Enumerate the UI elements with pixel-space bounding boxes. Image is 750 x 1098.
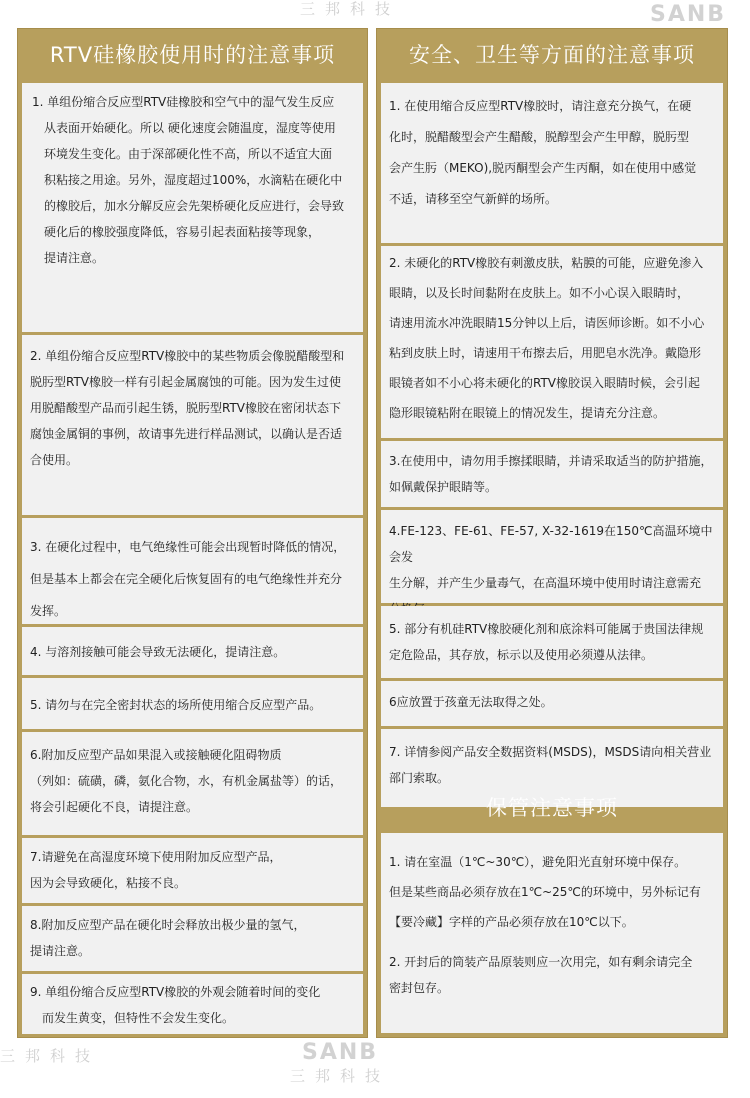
- note-line: 部门索取。: [389, 771, 450, 785]
- note-line: （列如：硫磺，磷，氨化合物，水，有机金属盐等）的话，: [30, 774, 343, 788]
- note-line: 发挥。: [30, 604, 67, 618]
- usage-note-3: [22, 518, 363, 624]
- safety-note-1: [381, 83, 723, 243]
- note-line: 6应放置于孩童无法取得之处。: [389, 695, 553, 709]
- safety-notes-panel: [376, 28, 728, 1038]
- note-line: 【要冷藏】字样的产品必须存放在10℃以下。: [389, 915, 634, 929]
- note-line: 1. 单组份缩合反应型RTV硅橡胶和空气中的湿气发生反应: [32, 95, 335, 109]
- note-line: 5. 请勿与在完全密封状态的场所使用缩合反应型产品。: [30, 698, 322, 712]
- storage-notes-header: [377, 783, 727, 833]
- note-line: 7. 详情参阅产品安全数据资料(MSDS)，MSDS请向相关营业: [389, 745, 712, 759]
- watermark-logo-text: SANB: [650, 2, 727, 27]
- safety-note-3: [381, 441, 723, 507]
- safety-notes-title: 安全、卫生等方面的注意事项: [409, 43, 695, 67]
- note-line: 的橡胶后，加水分解反应会先架桥硬化反应进行，会导致: [44, 199, 345, 213]
- note-line: 6.附加反应型产品如果混入或接触硬化阻碍物质: [30, 748, 282, 762]
- note-line: 不适，请移至空气新鲜的场所。: [389, 192, 558, 206]
- note-line: 眼镜者如不小心将未硬化的RTV橡胶误入眼睛时候，会引起: [389, 376, 701, 390]
- note-line: 隐形眼镜粘附在眼镜上的情况发生，提请充分注意。: [389, 406, 666, 420]
- watermark-logo-text: SANB: [301, 1040, 379, 1065]
- note-line: 脱肟型RTV橡胶一样有引起金属腐蚀的可能。因为发生过使: [30, 375, 342, 389]
- watermark-logo: [650, 2, 726, 27]
- note-line: 5. 部分有机硅RTV橡胶硬化剂和底涂料可能属于贵国法律规: [389, 622, 704, 636]
- watermark: [300, 0, 400, 19]
- note-line: 提请注意。: [30, 944, 91, 958]
- usage-note-9: [22, 974, 363, 1034]
- note-line: 硬化后的橡胶强度降低，容易引起表面粘接等现象，: [44, 225, 321, 239]
- note-line: 因为会导致硬化，粘接不良。: [30, 876, 187, 890]
- note-line: 眼睛，以及长时间黏附在皮肤上。如不小心误入眼睛时，: [389, 286, 690, 300]
- note-line: 如佩戴保护眼睛等。: [389, 480, 498, 494]
- watermark-text: 三邦科技: [290, 1067, 391, 1085]
- note-line: 7.请避免在高湿度环境下使用附加反应型产品，: [30, 850, 282, 864]
- usage-note-5: [22, 678, 363, 729]
- note-line: 用脱醋酸型产品而引起生锈，脱肟型RTV橡胶在密闭状态下: [30, 401, 342, 415]
- note-line: 腐蚀金属铜的事例，故请事先进行样品测试，以确认是否适: [30, 427, 343, 441]
- note-line: 化时，脱醋酸型会产生醋酸，脱醇型会产生甲醇，脱肟型: [389, 130, 690, 144]
- note-line: 粘到皮肤上时，请速用干布擦去后，用肥皂水洗净。戴隐形: [389, 346, 702, 360]
- note-line: 4.FE-123、FE-61、FE-57, X-32-1619在150℃高温环境中会发: [389, 524, 713, 564]
- note-line: 2. 未硬化的RTV橡胶有刺激皮肤，粘膜的可能，应避免渗入: [389, 256, 704, 270]
- note-line: 将会引起硬化不良，请提注意。: [30, 800, 199, 814]
- usage-note-6: [22, 732, 363, 835]
- usage-notes-panel: [17, 28, 368, 1038]
- note-line: 8.附加反应型产品在硬化时会释放出极少量的氢气，: [30, 918, 306, 932]
- note-line: 而发生黄变，但特性不会发生变化。: [42, 1011, 235, 1025]
- note-line: 合使用。: [30, 453, 79, 467]
- note-line: 但是某些商品必须存放在1℃~25℃的环境中，另外标记有: [389, 885, 701, 899]
- safety-note-5: [381, 606, 723, 678]
- note-line: 4. 与溶剂接触可能会导致无法硬化，提请注意。: [30, 645, 286, 659]
- usage-note-4: [22, 627, 363, 675]
- safety-note-6: [381, 681, 723, 726]
- note-line: 1. 在使用缩合反应型RTV橡胶时，请注意充分换气，在硬: [389, 99, 692, 113]
- note-line: 生分解，并产生少量毒气，在高温环境中使用时请注意需充: [389, 576, 702, 590]
- note-line: 1. 请在室温（1℃~30℃），避免阳光直射环境中保存。: [389, 855, 687, 869]
- note-line: 积粘接之用途。另外，湿度超过100%，水滴粘在硬化中: [44, 173, 343, 187]
- note-line: 3.在使用中，请勿用手擦揉眼睛，并请采取适当的防护措施，: [389, 454, 713, 468]
- note-line: 会产生肟（MEKO),脱丙酮型会产生丙酮，如在使用中感觉: [389, 161, 697, 175]
- watermark-text: 三邦科技: [300, 0, 401, 18]
- note-line: 9. 单组份缩合反应型RTV橡胶的外观会随着时间的变化: [30, 985, 321, 999]
- note-line: 请速用流水冲洗眼睛15分钟以上后，请医师诊断。如不小心: [389, 316, 705, 330]
- usage-note-2: [22, 335, 363, 515]
- note-line: 但是基本上都会在完全硬化后恢复固有的电气绝缘性并充分: [30, 572, 343, 586]
- watermark-text: 三邦科技: [0, 1047, 101, 1065]
- note-line: 密封包存。: [389, 981, 450, 995]
- note-line: 提请注意。: [44, 251, 105, 265]
- usage-note-7: [22, 838, 363, 903]
- note-line: 2. 单组份缩合反应型RTV橡胶中的某些物质会像脱醋酸型和: [30, 349, 345, 363]
- note-line: 定危险品，其存放，标示以及使用必须遵从法律。: [389, 648, 654, 662]
- note-line: 环境发生变化。由于深部硬化性不高，所以不适宜大面: [44, 147, 333, 161]
- watermark-bottom-left: [0, 1045, 100, 1066]
- usage-note-1: [22, 83, 363, 332]
- safety-note-4: [381, 510, 723, 603]
- usage-notes-title: RTV硅橡胶使用时的注意事项: [49, 43, 336, 67]
- watermark-bottom: [290, 1040, 390, 1086]
- usage-note-8: [22, 906, 363, 971]
- storage-notes-body: [381, 833, 723, 1033]
- storage-notes-title: 保管注意事项: [486, 796, 618, 820]
- note-line: 从表面开始硬化。所以 硬化速度会随温度，湿度等使用: [44, 121, 336, 135]
- note-line: 3. 在硬化过程中，电气绝缘性可能会出现暂时降低的情况，: [30, 540, 346, 554]
- safety-note-2: [381, 246, 723, 438]
- note-line: 2. 开封后的筒装产品原装则应一次用完，如有剩余请完全: [389, 955, 693, 969]
